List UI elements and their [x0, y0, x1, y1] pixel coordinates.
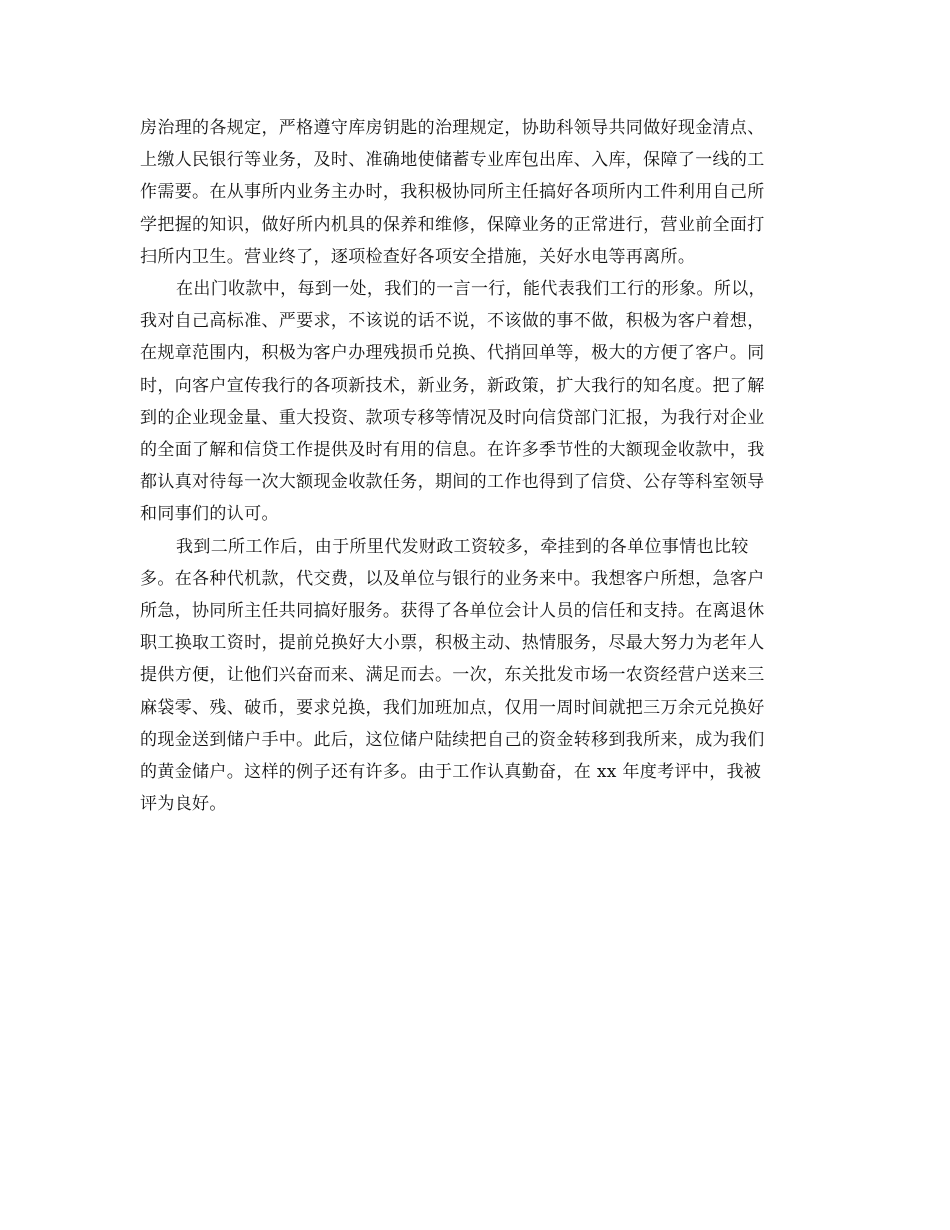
text-line: 学把握的知识，做好所内机具的保养和维修，保障业务的正常进行，营业前全面打 — [140, 214, 765, 235]
paragraph-1 — [140, 112, 812, 273]
text-line: 在规章范围内，积极为客户办理残损币兑换、代捎回单等，极大的方便了客户。同 — [140, 343, 765, 364]
text-line: 作需要。在从事所内业务主办时，我积极协同所主任搞好各项所内工件利用自己所 — [140, 182, 765, 203]
text-line: 都认真对待每一次大额现金收款任务，期间的工作也得到了信贷、公存等科室领导 — [140, 472, 765, 493]
text-line: 的全面了解和信贷工作提供及时有用的信息。在许多季节性的大额现金收款中，我 — [140, 440, 765, 461]
text-line: 多。在各种代机款，代交费，以及单位与银行的业务来中。我想客户所想，急客户 — [140, 568, 765, 589]
text-line: 我到二所工作后，由于所里代发财政工资较多，牵挂到的各单位事情也比较 — [176, 536, 749, 557]
text-line: 所急，协同所主任共同搞好服务。获得了各单位会计人员的信任和支持。在离退休 — [140, 601, 765, 622]
text-line: 房治理的各规定，严格遵守库房钥匙的治理规定，协助科领导共同做好现金清点、 — [140, 118, 765, 138]
text-line: 麻袋零、残、破币，要求兑换，我们加班加点，仅用一周时间就把三万余元兑换好 — [140, 697, 765, 718]
paragraph-2 — [140, 273, 812, 531]
text-line: 和同事们的认可。 — [140, 504, 279, 525]
document-body — [140, 112, 812, 820]
paragraph-3 — [140, 531, 812, 821]
text-line: 扫所内卫生。营业终了，逐项检查好各项安全措施，关好水电等再离所。 — [140, 246, 696, 267]
text-line: 时，向客户宣传我行的各项新技术，新业务，新政策，扩大我行的知名度。把了解 — [140, 375, 765, 396]
text-line: 提供方便，让他们兴奋而来、满足而去。一次，东关批发市场一农资经营户送来三 — [140, 665, 765, 686]
text-line: 职工换取工资时，提前兑换好大小票，积极主动、热情服务，尽最大努力为老年人 — [140, 633, 765, 654]
text-line: 我对自己高标准、严要求，不该说的话不说，不该做的事不做，积极为客户着想， — [140, 311, 765, 332]
text-line: 的黄金储户。这样的例子还有许多。由于工作认真勤奋，在 xx 年度考评中，我被 — [140, 762, 762, 783]
text-line: 到的企业现金量、重大投资、款项专移等情况及时向信贷部门汇报，为我行对企业 — [140, 407, 765, 428]
text-line: 在出门收款中，每到一处，我们的一言一行，能代表我们工行的形象。所以， — [176, 279, 766, 300]
text-line: 上缴人民银行等业务，及时、准确地使储蓄专业库包出库、入库，保障了一线的工 — [140, 150, 765, 171]
text-line: 评为良好。 — [140, 794, 227, 815]
text-line: 的现金送到储户手中。此后，这位储户陆续把自己的资金转移到我所来，成为我们 — [140, 729, 765, 750]
